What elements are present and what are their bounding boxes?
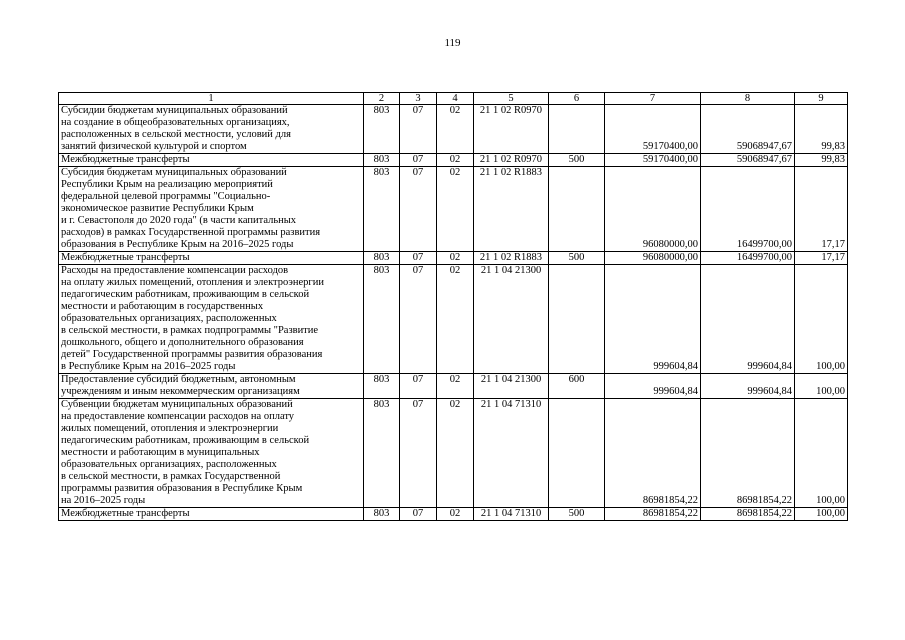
expense-name-line: образовательных организациях, расположенных — [61, 459, 277, 470]
target-article-cell: 21 1 02 R0970 — [474, 154, 549, 167]
section-code-cell: 07 — [400, 252, 437, 265]
executed-amount-cell: 59068947,67 — [701, 154, 795, 167]
subsection-code-cell: 02 — [437, 508, 474, 521]
ministry-code-cell: 803 — [364, 105, 400, 154]
executed-amount-cell: 999604,84 — [701, 265, 795, 374]
expense-name-line: учреждениям и иным некоммерческим организациям — [61, 386, 300, 397]
section-code-cell: 07 — [400, 105, 437, 154]
ministry-code-cell: 803 — [364, 252, 400, 265]
expense-name-line: занятий физической культурой и спортом — [61, 141, 247, 152]
expense-name-line: жилых помещений, отопления и электроэнергии — [61, 423, 279, 434]
header-cell: 4 — [437, 93, 474, 105]
target-article-cell: 21 1 04 21300 — [474, 374, 549, 399]
expense-name-line: местности и работающим в муниципальных — [61, 447, 260, 458]
expense-type-cell: 500 — [549, 508, 605, 521]
section-code-cell: 07 — [400, 374, 437, 399]
expense-name-line: на оплату жилых помещений, отопления и электроэнергии — [61, 277, 324, 288]
expense-name-line: Межбюджетные трансферты — [61, 252, 190, 263]
expense-name-cell — [59, 167, 364, 252]
expense-name-line: Расходы на предоставление компенсации расходов — [61, 265, 289, 276]
table-row — [59, 105, 848, 154]
expense-name-line: Субсидия бюджетам муниципальных образований — [61, 167, 287, 178]
target-article-cell: 21 1 04 71310 — [474, 508, 549, 521]
page-number: 119 — [444, 37, 461, 49]
subsection-code-cell: 02 — [437, 374, 474, 399]
executed-amount-cell: 86981854,22 — [701, 399, 795, 508]
expense-name-cell — [59, 265, 364, 374]
executed-amount-cell: 16499700,00 — [701, 252, 795, 265]
expense-name-line: образования в Республике Крым на 2016–2025 годы — [61, 239, 294, 250]
expense-name-line: расположенных в сельской местности, условий для — [61, 129, 291, 140]
expense-name-line: расходов) в рамках Государственной программы развития — [61, 227, 321, 238]
planned-amount-cell: 96080000,00 — [605, 252, 701, 265]
subsection-code-cell: 02 — [437, 265, 474, 374]
table-row — [59, 154, 848, 167]
ministry-code-cell: 803 — [364, 265, 400, 374]
subsection-code-cell: 02 — [437, 252, 474, 265]
section-code-cell: 07 — [400, 399, 437, 508]
expense-name-line: и г. Севастополя до 2020 года" (в части капитальных — [61, 215, 297, 226]
expense-name-line: программы развития образования в Республике Крым — [61, 483, 303, 494]
section-code-cell: 07 — [400, 167, 437, 252]
header-cell: 7 — [605, 93, 701, 105]
header-row — [59, 93, 848, 105]
expense-name-line: Межбюджетные трансферты — [61, 154, 190, 165]
expense-name-line: в Республике Крым на 2016–2025 годы — [61, 361, 236, 372]
expense-name-cell — [59, 399, 364, 508]
subsection-code-cell: 02 — [437, 105, 474, 154]
expense-name-line: Республики Крым на реализацию мероприятий — [61, 179, 273, 190]
budget-table — [58, 92, 848, 521]
header-cell: 9 — [795, 93, 848, 105]
expense-type-cell — [549, 105, 605, 154]
table-row — [59, 374, 848, 399]
expense-type-cell: 600 — [549, 374, 605, 399]
expense-type-cell: 500 — [549, 252, 605, 265]
execution-percent-cell: 100,00 — [795, 265, 848, 374]
subsection-code-cell: 02 — [437, 154, 474, 167]
executed-amount-cell: 86981854,22 — [701, 508, 795, 521]
expense-name-line: экономическое развитие Республики Крым — [61, 203, 254, 214]
expense-name-line: Субсидии бюджетам муниципальных образований — [61, 105, 288, 116]
table-row — [59, 167, 848, 252]
execution-percent-cell: 100,00 — [795, 374, 848, 399]
expense-name-line: дошкольного, общего и дополнительного образования — [61, 337, 304, 348]
table-row — [59, 508, 848, 521]
expense-name-line: местности и работающим в государственных — [61, 301, 264, 312]
expense-name-line: педагогическим работникам, проживающим в сельской — [61, 289, 310, 300]
target-article-cell: 21 1 04 21300 — [474, 265, 549, 374]
expense-name-cell — [59, 252, 364, 265]
executed-amount-cell: 999604,84 — [701, 374, 795, 399]
target-article-cell: 21 1 02 R1883 — [474, 252, 549, 265]
planned-amount-cell: 86981854,22 — [605, 399, 701, 508]
table-row — [59, 252, 848, 265]
expense-name-cell — [59, 154, 364, 167]
header-cell: 3 — [400, 93, 437, 105]
target-article-cell: 21 1 02 R0970 — [474, 105, 549, 154]
expense-type-cell — [549, 265, 605, 374]
execution-percent-cell: 100,00 — [795, 508, 848, 521]
expense-name-cell — [59, 374, 364, 399]
expense-name-line: на создание в общеобразовательных организациях, — [61, 117, 290, 128]
ministry-code-cell: 803 — [364, 399, 400, 508]
ministry-code-cell: 803 — [364, 508, 400, 521]
expense-name-line: в сельской местности, в рамках Государственной — [61, 471, 281, 482]
expense-type-cell: 500 — [549, 154, 605, 167]
target-article-cell: 21 1 02 R1883 — [474, 167, 549, 252]
execution-percent-cell: 99,83 — [795, 154, 848, 167]
expense-name-line: на предоставление компенсации расходов на оплату — [61, 411, 295, 422]
target-article-cell: 21 1 04 71310 — [474, 399, 549, 508]
ministry-code-cell: 803 — [364, 374, 400, 399]
planned-amount-cell: 999604,84 — [605, 265, 701, 374]
executed-amount-cell: 59068947,67 — [701, 105, 795, 154]
planned-amount-cell: 96080000,00 — [605, 167, 701, 252]
header-cell: 8 — [701, 93, 795, 105]
execution-percent-cell: 99,83 — [795, 105, 848, 154]
subsection-code-cell: 02 — [437, 167, 474, 252]
executed-amount-cell: 16499700,00 — [701, 167, 795, 252]
expense-name-line: в сельской местности, в рамках подпрограммы "Развитие — [61, 325, 319, 336]
header-cell: 1 — [59, 93, 364, 105]
header-cell: 2 — [364, 93, 400, 105]
table-row — [59, 399, 848, 508]
ministry-code-cell: 803 — [364, 154, 400, 167]
planned-amount-cell: 999604,84 — [605, 374, 701, 399]
expense-name-line: Межбюджетные трансферты — [61, 508, 190, 519]
expense-name-line: федеральной целевой программы "Социально- — [61, 191, 271, 202]
expense-name-cell — [59, 508, 364, 521]
expense-name-line: на 2016–2025 годы — [61, 495, 146, 506]
section-code-cell: 07 — [400, 154, 437, 167]
expense-name-line: Субвенции бюджетам муниципальных образований — [61, 399, 293, 410]
expense-type-cell — [549, 167, 605, 252]
expense-type-cell — [549, 399, 605, 508]
subsection-code-cell: 02 — [437, 399, 474, 508]
planned-amount-cell: 59170400,00 — [605, 154, 701, 167]
planned-amount-cell: 59170400,00 — [605, 105, 701, 154]
expense-name-line: образовательных организациях, расположенных — [61, 313, 277, 324]
planned-amount-cell: 86981854,22 — [605, 508, 701, 521]
expense-name-line: Предоставление субсидий бюджетным, автономным — [61, 374, 296, 385]
execution-percent-cell: 100,00 — [795, 399, 848, 508]
expense-name-cell — [59, 105, 364, 154]
table-row — [59, 265, 848, 374]
header-cell: 6 — [549, 93, 605, 105]
expense-name-line: детей" Государственной программы развития образования — [61, 349, 323, 360]
section-code-cell: 07 — [400, 508, 437, 521]
section-code-cell: 07 — [400, 265, 437, 374]
expense-name-line: педагогическим работникам, проживающим в сельской — [61, 435, 310, 446]
execution-percent-cell: 17,17 — [795, 167, 848, 252]
header-cell: 5 — [474, 93, 549, 105]
execution-percent-cell: 17,17 — [795, 252, 848, 265]
ministry-code-cell: 803 — [364, 167, 400, 252]
